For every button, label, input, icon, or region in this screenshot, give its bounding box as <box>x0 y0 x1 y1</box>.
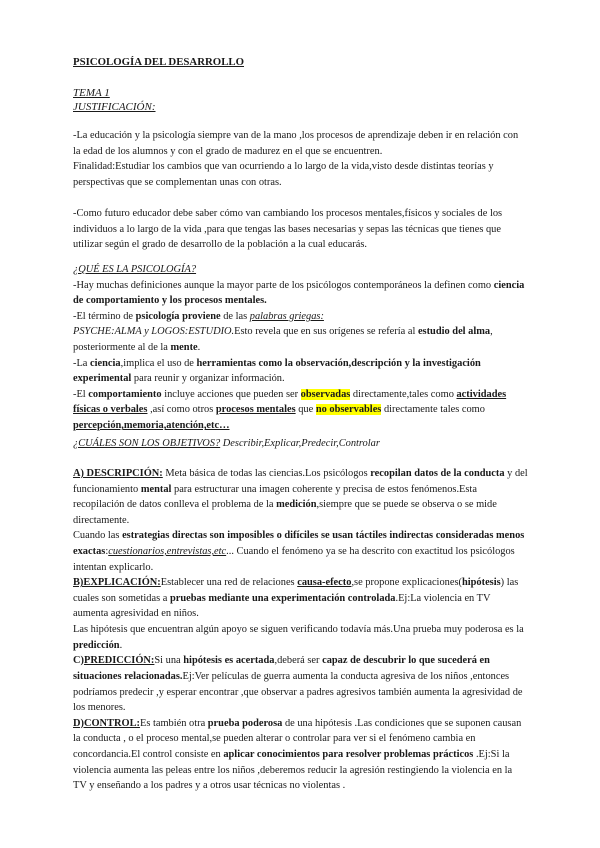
tema-heading <box>73 86 528 115</box>
justificacion-paragraph-1: -La educación y la psicología siempre van de la mano ,los procesos de aprendizaje deben ir en relación con la edad de los alumnos y con el grado de madurez en el que se encuentren. <box>73 130 519 157</box>
text-span: Establecer una red de relaciones <box>160 577 298 589</box>
text-span: Esto revela que en sus orígenes se refería al <box>234 326 418 338</box>
italic-span: PSYCHE:ALMA y LOGOS:ESTUDIO. <box>73 326 235 338</box>
que-es-line-2 <box>73 309 528 325</box>
descripcion-label: A) DESCRIPCIÓN: <box>73 468 163 479</box>
text-span: .Ej:La violencia en TV aumenta agresividad en niños. <box>73 592 491 620</box>
text-span: Si una <box>154 655 184 667</box>
bold-span: psicología proviene <box>135 310 221 322</box>
bold-span: ciencia de comportamiento y los procesos mentales. <box>73 279 525 307</box>
bold-span: pruebas mediante una experimentación controlada <box>169 592 396 604</box>
text-span: -El <box>73 388 89 400</box>
objetivos-heading-line <box>73 436 528 452</box>
objetivos-subtitle: Describir,Explicar,Predecir,Controlar <box>220 438 380 449</box>
text-span: -El término de <box>73 310 136 322</box>
text-span: ) las cuales son sometidas a <box>73 577 519 604</box>
text-span: de las <box>220 310 250 322</box>
text-span: Ej:Ver películas de guerra aumenta la conducta agresiva de los niños ,entonces podríamos predecir ,y esperar encontrar ,que observar a padres agresivos también aumenta la agresividad de los menores. <box>73 670 523 714</box>
text-span: Meta básica de todas las ciencias.Los psicólogos <box>162 468 371 479</box>
justificacion-paragraph-3: -Como futuro educador debe saber cómo van cambiando los procesos mentales,físicos y sociales de los individuos a lo largo de la vida ,para que tengas las bases necesarias y sepas las técnicas que tienes que utilizar según el grado de desarrollo de la población a la cual educarás. <box>73 208 503 251</box>
text-span: incluye acciones que pueden ser <box>161 388 301 400</box>
text-span: de una hipótesis .Las condiciones que se suponen causan la conducta , o el proceso mental,se pueden alterar o controlar para ver si el fenómeno cambia en concordancia.El control consiste en <box>73 717 522 760</box>
text-span: ,así como otros <box>147 404 216 416</box>
explicacion-paragraph-2 <box>73 622 528 653</box>
text-span: Las hipótesis que encuentran algún apoyo se siguen verificando todavía más.Una prueba muy poderosa es la <box>73 624 524 636</box>
que-es-line-5 <box>73 387 528 434</box>
document-title: PSICOLOGÍA DEL DESARROLLO <box>73 56 244 68</box>
text-span: .Ej:Si la violencia aumenta las peleas entre los niños ,deberemos reducir la agresión restingiendo la violencia en la TV y enseñando a los padres y a otros usar técnicas no violentas . <box>73 748 513 792</box>
italic-underline-span: cuestionarios,entrevistas,etc <box>108 546 227 558</box>
bold-underline-span: causa-efecto <box>297 577 352 589</box>
text-span: : <box>105 546 109 558</box>
que-es-line-4 <box>73 356 528 387</box>
bold-span: medición <box>276 499 317 511</box>
que-es-line-3 <box>73 324 528 355</box>
text-span: Es también otra <box>139 717 208 729</box>
text-span: , posteriormente al de la <box>73 326 493 354</box>
text-span: ... Cuando el fenómeno ya se ha descrito con exactitud los psicólogos intentan explicarlo. <box>73 546 515 573</box>
explicacion-label: B)EXPLICACIÓN: <box>73 577 161 589</box>
justificacion-heading: JUSTIFICACIÓN: <box>73 101 156 114</box>
control-label: D)CONTROL: <box>73 717 140 729</box>
que-es-heading: ¿QUÉ ES LA PSICOLOGÍA? <box>73 264 197 275</box>
text-span: directamente,tales como <box>350 388 457 400</box>
bold-span: ciencia <box>90 357 121 369</box>
objetivos-section <box>73 466 528 794</box>
justificacion-section <box>73 128 528 190</box>
bold-underline-span: percepción,memoria,atención,etc… <box>73 420 230 432</box>
justificacion-paragraph-2: Finalidad:Estudiar los cambios que van ocurriendo a lo largo de la vida,visto desde distintas teorías y perspectivas que se complementan unas con otras. <box>73 161 494 188</box>
text-span: ,se propone explicaciones( <box>351 577 462 589</box>
text-span: directamente tales como <box>381 404 485 416</box>
tema-label: TEMA 1 <box>73 87 110 99</box>
italic-underline-span: palabras griegas: <box>249 310 324 322</box>
objetivos-heading: ¿CUÁLES SON LOS OBJETIVOS? <box>73 438 221 449</box>
bold-span: predicción <box>73 639 120 651</box>
highlighted-span: no observables <box>315 404 382 416</box>
bold-span: recopilan datos de la conducta <box>370 468 505 479</box>
prediccion-paragraph <box>73 653 528 715</box>
bold-span: mente <box>170 342 198 354</box>
bold-span: capaz de descubrir lo que sucederá en situaciones relacionadas. <box>73 655 490 682</box>
bold-span: hipótesis es acertada <box>183 655 275 667</box>
text-span: . <box>119 639 123 651</box>
text-span: Cuando las <box>73 530 123 542</box>
text-span: que <box>295 404 316 416</box>
text-span: ,siempre que se puede se observa o se mide directamente. <box>73 499 497 526</box>
explicacion-paragraph <box>73 575 528 622</box>
bold-span: prueba poderosa <box>207 717 283 729</box>
text-span: para reunir y organizar información. <box>131 373 285 385</box>
text-span: -Hay muchas definiciones aunque la mayor parte de los psicólogos contemporáneos la definen como <box>73 279 494 291</box>
descripcion-paragraph <box>73 466 528 528</box>
control-paragraph <box>73 716 528 794</box>
descripcion-paragraph-2 <box>73 528 528 575</box>
prediccion-label: PREDICCIÓN: <box>83 655 155 667</box>
bold-underline-span: actividades físicas o verbales <box>73 388 507 416</box>
text-span: . <box>197 342 201 354</box>
bold-span: mental <box>140 483 172 495</box>
que-es-line-1 <box>73 278 528 309</box>
bold-span: herramientas como la observación,descripción y la investigación experimental <box>73 357 481 385</box>
que-es-section <box>73 262 528 434</box>
text-span: -La <box>73 357 91 369</box>
highlighted-span: observadas <box>300 388 351 400</box>
text-span: ,deberá ser <box>274 655 323 667</box>
bold-underline-span: procesos mentales <box>215 404 296 416</box>
text-span: ,implica el uso de <box>120 357 197 369</box>
prediccion-label-prefix: C) <box>73 655 84 667</box>
bold-span: aplicar conocimientos para resolver problemas prácticos <box>223 748 474 760</box>
bold-span: hipótesis <box>461 577 501 589</box>
bold-span: comportamiento <box>88 388 162 400</box>
text-span: para estructurar una imagen coherente y precisa de estos fenómenos.Esta recopilación de datos conlleva el problema de la <box>73 483 477 511</box>
text-span: y del funcionamiento <box>73 468 528 495</box>
bold-span: estrategias directas son imposibles o difíciles se usan táctiles indirectas consideradas menos exactas <box>73 530 525 558</box>
bold-span: estudio del alma <box>417 326 491 338</box>
